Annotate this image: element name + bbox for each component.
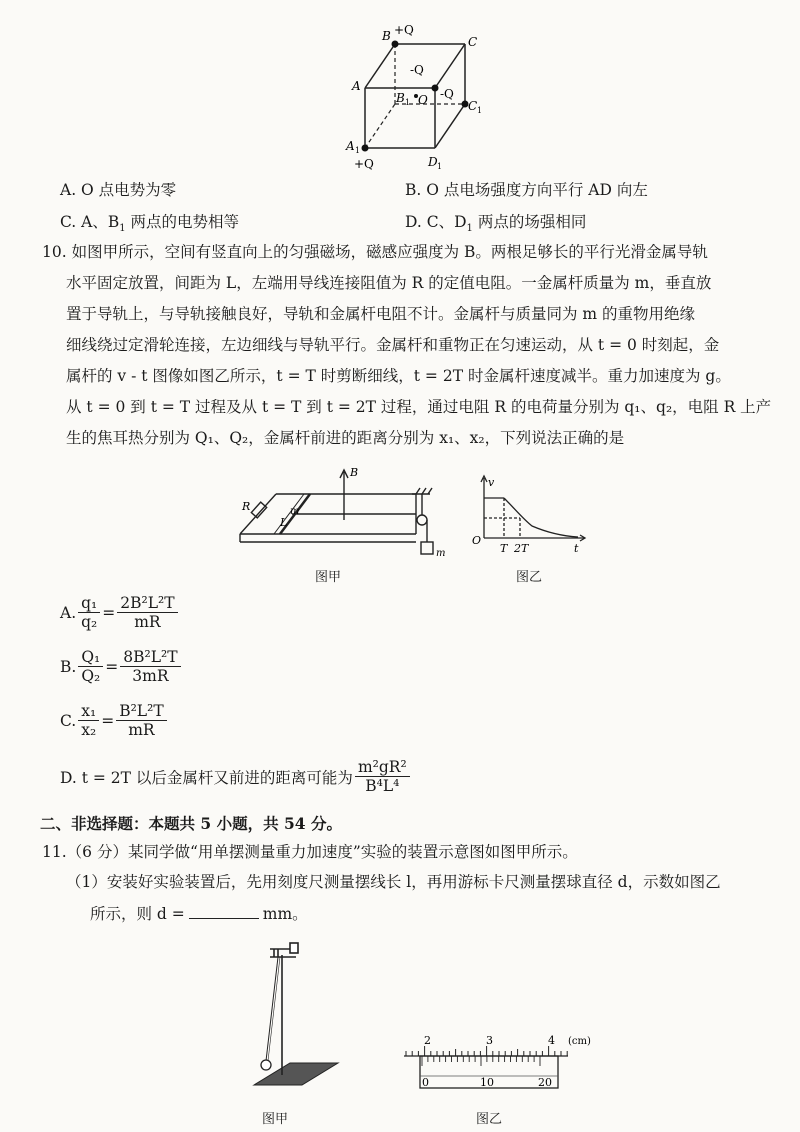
section-heading: 二、非选择题：本题共 5 小题，共 54 分。 — [40, 814, 342, 833]
label-a: A — [352, 79, 361, 93]
pendulum-caption: 图甲 — [262, 1112, 289, 1127]
charge-dot-b — [392, 41, 399, 48]
q9-option-a: A. O 点电势为零 — [60, 181, 177, 199]
label-m-weight: m — [436, 548, 446, 559]
pendulum-figure — [240, 935, 340, 1095]
pendulum-bob — [261, 1060, 271, 1070]
q10-line-7: 生的焦耳热分别为 Q₁、Q₂，金属杆前进的距离分别为 x₁、x₂，下列说法正确的是 — [66, 429, 625, 447]
q10-line-2: 水平固定放置，间距为 L，左端用导线连接阻值为 R 的定值电阻。一金属杆质量为 m，垂直放 — [66, 274, 712, 292]
q11-part1-line2: 所示，则 d = mm。 — [90, 900, 308, 929]
label-l: L — [280, 516, 288, 529]
svg-text:1: 1 — [355, 146, 361, 155]
vernier-label-0: 0 — [422, 1076, 429, 1089]
vernier-label-20: 20 — [538, 1076, 552, 1089]
svg-text:1: 1 — [477, 106, 483, 115]
main-label-2: 2 — [424, 1034, 431, 1047]
axis-t: t — [574, 542, 579, 555]
label-a1: A — [346, 139, 355, 153]
label-b: B — [382, 29, 391, 43]
vt-graph-figure — [466, 470, 591, 560]
label-m-rod: m — [290, 506, 300, 517]
q9-option-c: C. A、$B_1$ 两点的电势相等 — [60, 213, 240, 235]
vernier-label-10: 10 — [480, 1076, 494, 1089]
q10-line-5: 属杆的 v - t 图像如图乙所示，t = T 时剪断细线，t = 2T 时金属杆速度减半。重力加速度为 g。 — [66, 367, 731, 385]
origin-o: O — [472, 534, 482, 547]
label-minus-q-1: -Q — [410, 63, 424, 77]
fig-yi-caption: 图乙 — [516, 570, 543, 585]
label-c: C — [468, 35, 478, 49]
label-o: O — [418, 93, 428, 107]
cube-figure — [330, 10, 510, 180]
unit-label: (cm) — [568, 1036, 591, 1047]
rail-apparatus-figure — [230, 462, 450, 577]
charge-dot-d — [432, 85, 439, 92]
label-plus-q-bottom: +Q — [354, 157, 374, 171]
q10-line-6: 从 t = 0 到 t = T 过程及从 t = T 到 t = 2T 过程，通过电阻 R 的电荷量分别为 q₁、q₂，电阻 R 上产 — [66, 398, 772, 416]
q11-stem: 11.（6 分）某同学做“用单摆测量重力加速度”实验的装置示意图如图甲所示。 — [42, 843, 578, 861]
q10-line-3: 置于导轨上，与导轨接触良好，导轨和金属杆电阻不计。金属杆与质量同为 m 的重物用绝缘 — [66, 305, 696, 323]
q10-line-4: 细线绕过定滑轮连接，左边细线与导轨平行。金属杆和重物正在匀速运动，从 t = 0 时刻起，金 — [66, 336, 720, 354]
q9-option-b: B. O 点电场强度方向平行 AD 向左 — [405, 181, 648, 199]
q10-option-a: A. $\frac{\text{q₁}}{\text{q₂}}$ = $\frac{\text{2B²L²T}}{mR}$ — [60, 594, 180, 631]
svg-text:1: 1 — [405, 98, 411, 107]
q10-line-1: 10. 如图甲所示，空间有竖直向上的匀强磁场，磁感应强度为 B。两根足够长的平行光滑金属导轨 — [42, 243, 708, 261]
charge-dot-a1 — [362, 145, 369, 152]
label-b-field: B — [350, 466, 359, 479]
hanging-weight — [421, 542, 433, 554]
q9-option-d: D. C、$D_1$ 两点的场强相同 — [405, 213, 587, 235]
answer-blank[interactable] — [189, 900, 259, 919]
label-d1: D — [428, 155, 438, 169]
caliper-caption: 图乙 — [476, 1112, 503, 1127]
q10-option-d: D. t = 2T 以后金属杆又前进的距离可能为 $\frac{\text{m²gR²}}{\text{B⁴L⁴}}$ — [60, 758, 412, 795]
main-label-4: 4 — [548, 1034, 555, 1047]
main-label-3: 3 — [486, 1034, 493, 1047]
axis-v: v — [488, 476, 495, 489]
q10-option-c: C. $\frac{\text{x₁}}{\text{x₂}}$ = $\frac{\text{B²L²T}}{mR}$ — [60, 702, 169, 739]
label-minus-q-2: -Q — [440, 87, 454, 101]
vernier-caliper-figure — [398, 1030, 608, 1102]
fig-jia-caption: 图甲 — [315, 570, 342, 585]
tick-2t: 2T — [514, 542, 529, 555]
svg-text:1: 1 — [437, 162, 443, 171]
q11-part1-line1: （1）安装好实验装置后，先用刻度尺测量摆线长 l，再用游标卡尺测量摆球直径 d，示数如图乙 — [66, 873, 721, 891]
tick-t: T — [500, 542, 508, 555]
label-r: R — [242, 500, 251, 513]
label-plus-q-top: +Q — [394, 23, 414, 37]
q10-option-b: B. $\frac{\text{Q₁}}{\text{Q₂}}$ = $\frac{\text{8B²L²T}}{3mR}$ — [60, 648, 183, 685]
label-c1: C — [468, 99, 478, 113]
label-b1: B — [396, 91, 405, 105]
